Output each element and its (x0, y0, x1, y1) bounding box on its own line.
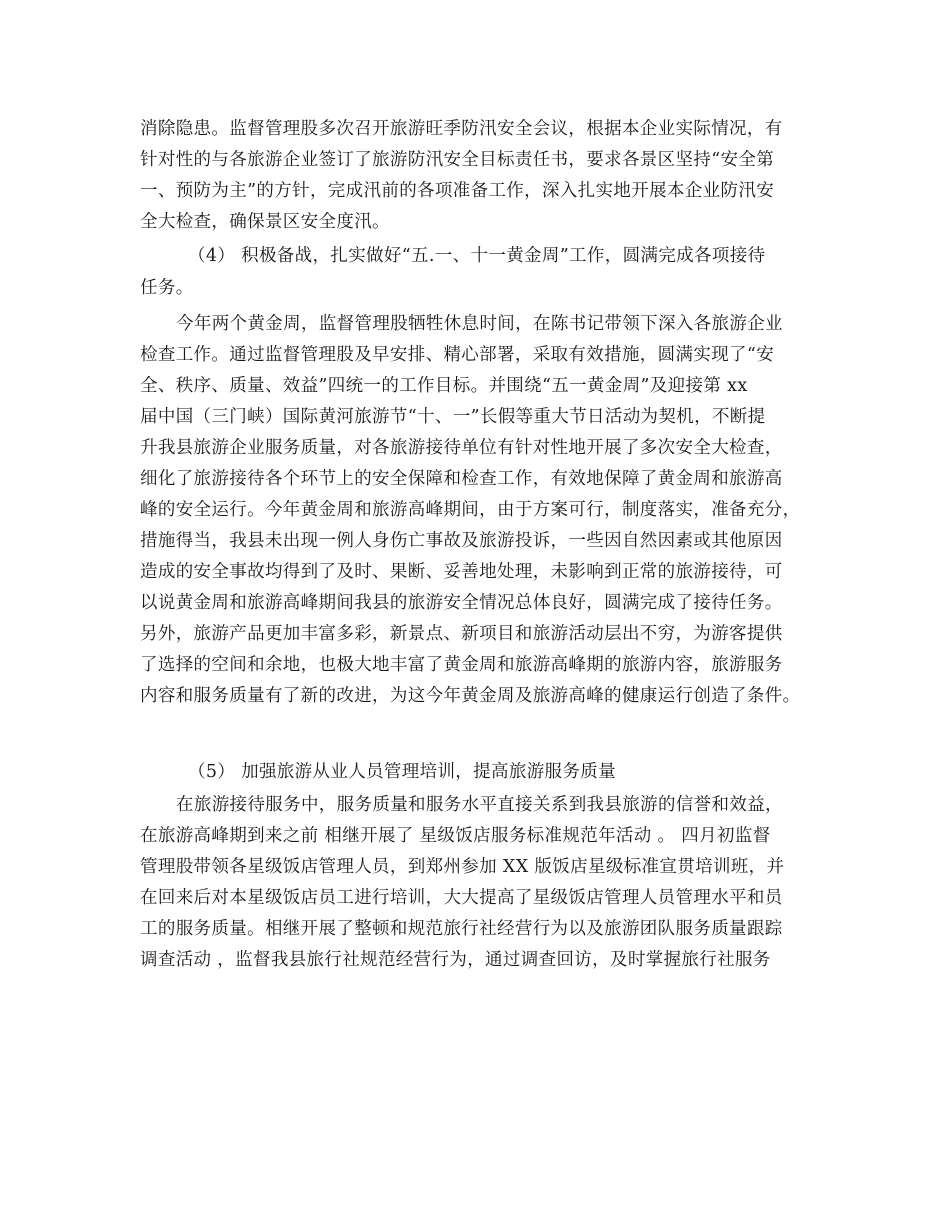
text-line: 全大检查，确保景区安全度汛。 (140, 212, 390, 232)
text-line: 升我县旅游企业服务质量，对各旅游接待单位有针对性地开展了多次安全大检查， (140, 438, 783, 458)
section-heading-4: （4） 积极备战，扎实做好“五.一、十一黄金周”工作，圆满完成各项接待 (188, 246, 766, 266)
text-line: 内容和服务质量有了新的改进，为这今年黄金周及旅游高峰的健康运行创造了条件。 (140, 686, 801, 706)
text-line: 在回来后对本星级饭店员工进行培训，大大提高了星级饭店管理人员管理水平和员 (140, 888, 783, 908)
text-line: 届中国（三门峡）国际黄河旅游节“十、一”长假等重大节日活动为契机，不断提 (140, 407, 766, 427)
text-line: 在旅游接待服务中，服务质量和服务水平直接关系到我县旅游的信誉和效益， (176, 795, 783, 815)
text-line: 细化了旅游接待各个环节上的安全保障和检查工作，有效地保障了黄金周和旅游高 (140, 469, 783, 489)
text-line: 检查工作。通过监督管理股及早安排、精心部署，采取有效措施，圆满实现了“安 (140, 345, 775, 365)
text-line: 另外，旅游产品更加丰富多彩，新景点、新项目和旅游活动层出不穷，为游客提供 (140, 624, 783, 644)
text-line: 管理股带领各星级饭店管理人员，到郑州参加 XX 版饭店星级标准宣贯培训班，并 (140, 857, 785, 877)
text-line: 工的服务质量。相继开展了整顿和规范旅行社经营行为以及旅游团队服务质量跟踪 (140, 919, 783, 939)
text-line: 消除隐患。监督管理股多次召开旅游旺季防汛安全会议，根据本企业实际情况，有 (140, 119, 783, 139)
text-line: 在旅游高峰期到来之前 相继开展了 星级饭店服务标准规范年活动 。 四月初监督 (140, 826, 771, 846)
text-line: 调查活动 ，监督我县旅行社规范经营行为，通过调查回访，及时掌握旅行社服务 (140, 950, 771, 970)
text-line: 一、预防为主”的方针，完成汛前的各项准备工作，深入扎实地开展本企业防汛安 (140, 181, 775, 201)
text-line: 任务。 (140, 278, 194, 298)
section-heading-5: （5） 加强旅游从业人员管理培训，提高旅游服务质量 (188, 762, 616, 782)
text-line: 造成的安全事故均得到了及时、果断、妥善地处理，未影响到正常的旅游接待，可 (140, 562, 783, 582)
text-line: 措施得当，我县未出现一例人身伤亡事故及旅游投诉，一些因自然因素或其他原因 (140, 531, 783, 551)
text-line: 针对性的与各旅游企业签订了旅游防汛安全目标责任书，要求各景区坚持“安全第 (140, 150, 775, 170)
text-line: 了选择的空间和余地，也极大地丰富了黄金周和旅游高峰期的旅游内容，旅游服务 (140, 655, 783, 675)
text-line: 全、秩序、质量、效益”四统一的工作目标。并围绕“五一黄金周”及迎接第 xx (140, 376, 748, 396)
text-line: 峰的安全运行。今年黄金周和旅游高峰期间，由于方案可行，制度落实，准备充分， (140, 500, 801, 520)
text-line: 以说黄金周和旅游高峰期间我县的旅游安全情况总体良好，圆满完成了接待任务。 (140, 593, 783, 613)
text-line: 今年两个黄金周，监督管理股牺牲休息时间，在陈书记带领下深入各旅游企业 (176, 314, 783, 334)
